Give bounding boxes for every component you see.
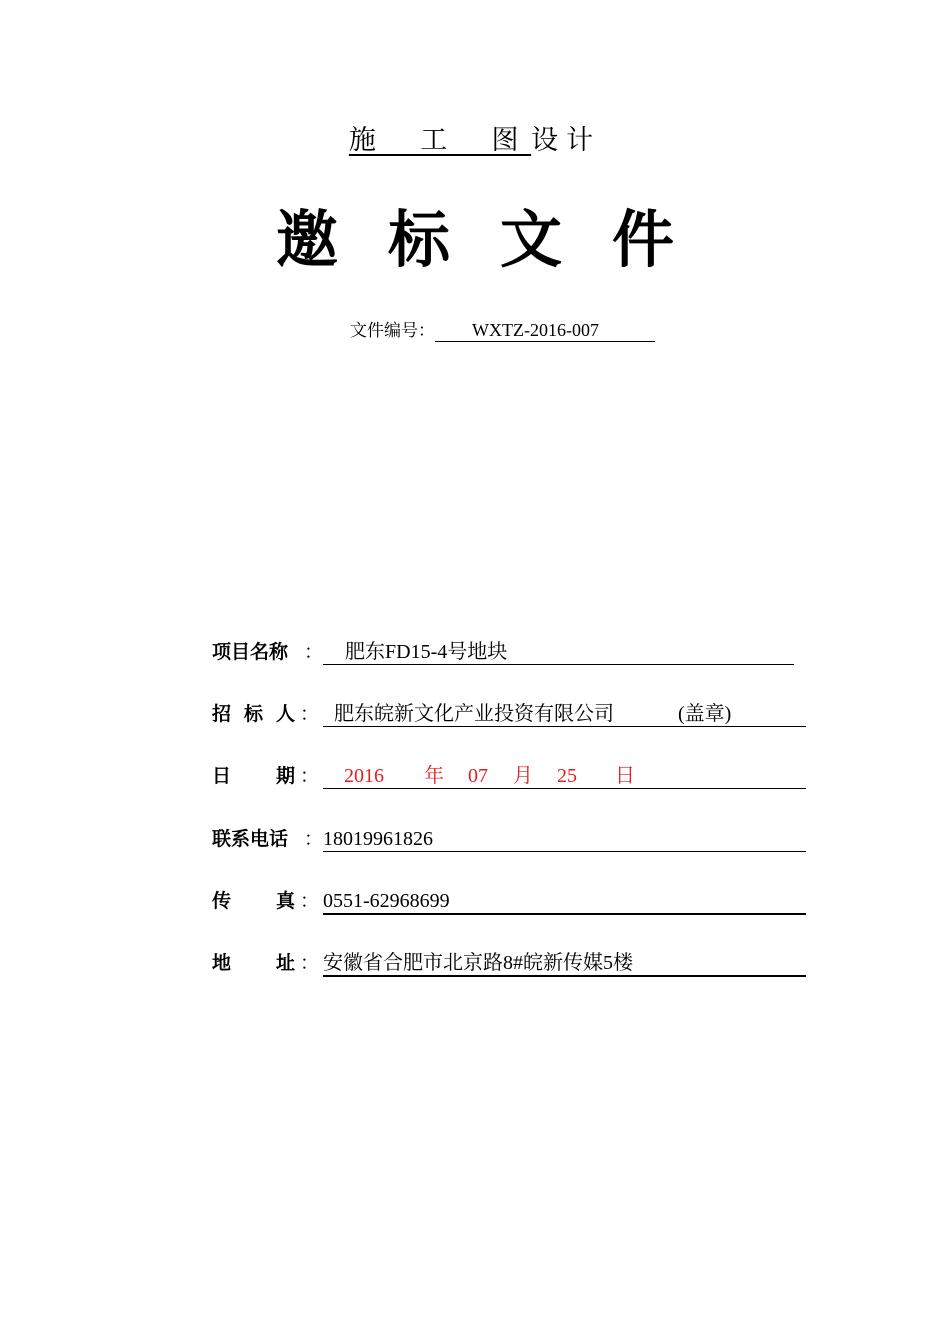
date-day: 25	[557, 765, 577, 787]
label-char: 日	[212, 765, 232, 787]
project-name-value: 肥东FD15-4号地块	[345, 641, 508, 663]
document-title: 邀标文件	[275, 203, 724, 276]
subtitle-underlined-part: 施 工 图	[348, 125, 532, 156]
label-char: 址	[276, 952, 296, 974]
label-char: 期	[276, 765, 296, 787]
tenderer-value: 肥东皖新文化产业投资有限公司	[334, 703, 614, 725]
label-char: 招	[212, 703, 232, 725]
label-text: 项目名称	[212, 641, 289, 663]
label-colon: ：	[304, 641, 324, 663]
date-month-unit: 月	[513, 765, 533, 787]
date-day-unit: 日	[615, 765, 635, 787]
date-month: 07	[468, 765, 488, 787]
label-colon: ：	[300, 703, 320, 725]
label-char: 传	[212, 890, 232, 912]
label-char: 地	[212, 952, 232, 974]
label-text: 联系电话	[212, 828, 289, 850]
label-colon: ：	[304, 828, 324, 850]
label-colon: ：	[300, 890, 320, 912]
label-colon: ：	[300, 952, 320, 974]
document-number	[350, 316, 655, 342]
fax-value: 0551-62968699	[323, 890, 450, 912]
date-year-unit: 年	[424, 765, 444, 787]
label-char: 标	[244, 703, 264, 725]
date-year: 2016	[344, 765, 384, 787]
label-char: 人	[276, 703, 296, 725]
design-subtitle	[0, 118, 950, 157]
contact-phone-value: 18019961826	[323, 828, 433, 850]
seal-note: (盖章)	[678, 703, 732, 725]
label-char: 真	[276, 890, 296, 912]
address-value: 安徽省合肥市北京路8#皖新传媒5楼	[323, 952, 633, 974]
label-colon: ：	[300, 765, 320, 787]
document-number-value: WXTZ-2016-007	[435, 320, 655, 342]
document-number-label: 文件编号：	[350, 321, 435, 341]
subtitle-rest: 设计	[531, 125, 602, 156]
